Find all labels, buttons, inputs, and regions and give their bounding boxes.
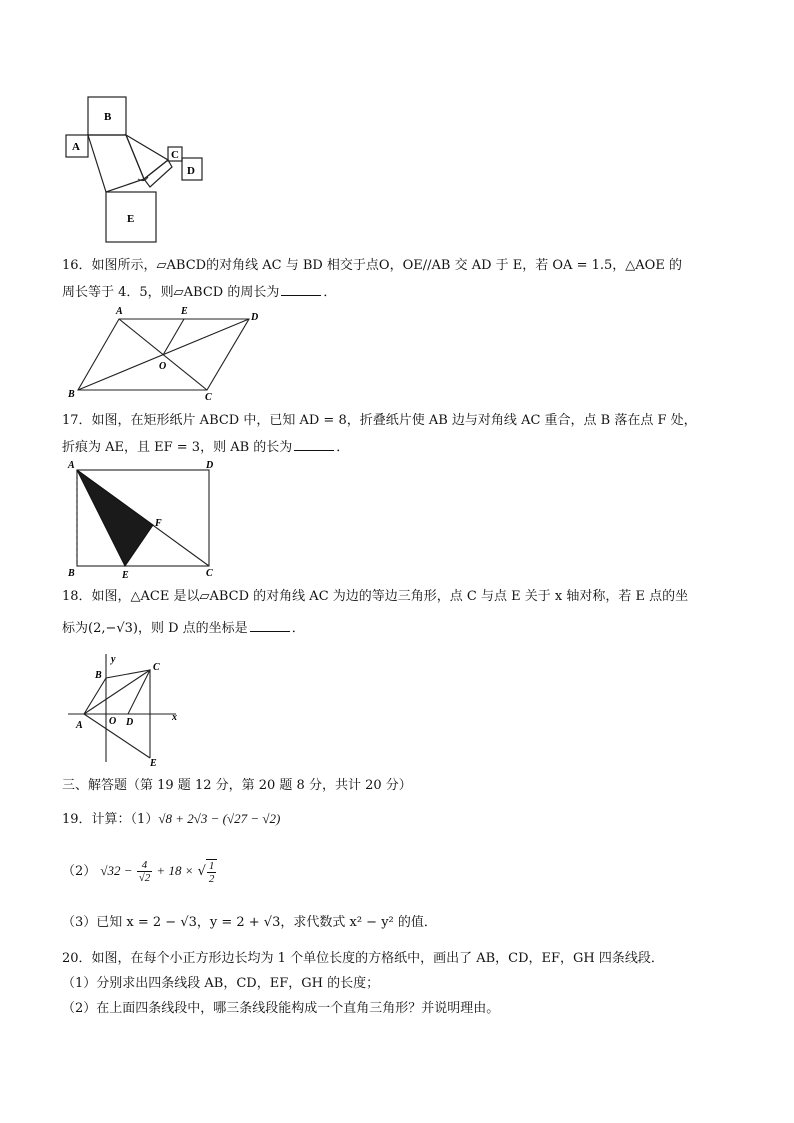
q17-label-f: F <box>155 518 162 529</box>
coordinate-figure <box>64 652 194 770</box>
q16-line2-suffix: ． <box>323 285 337 300</box>
label-a: A <box>72 141 80 153</box>
q16-label-c: C <box>205 392 212 403</box>
q17-answer-blank[interactable] <box>294 438 334 451</box>
q18-label-d: D <box>126 717 134 728</box>
q17-label-a: A <box>68 460 75 471</box>
folded-triangle <box>77 470 153 566</box>
rectangle-fold-figure <box>64 460 224 580</box>
label-e: E <box>127 213 135 225</box>
q19-part1 <box>62 810 280 829</box>
q17-label-d: D <box>206 460 214 471</box>
q16-label-b: B <box>68 389 75 400</box>
label-c: C <box>171 149 179 161</box>
q19-part2-expr-a: √32 − <box>100 863 133 878</box>
q19-sqrt-num: 1 <box>208 859 215 872</box>
q16-line1: 16．如图所示，▱ABCD的对角线 AC 与 BD 相交于点O，OE//AB 交 AD 于 E，若 OA = 1.5，△AOE 的 <box>62 258 682 273</box>
q18-answer-blank[interactable] <box>250 619 290 632</box>
q19-frac-den: √2 <box>138 872 151 884</box>
parallelogram-figure <box>64 305 274 403</box>
q19-part2-expr-b: + 18 × <box>156 863 194 878</box>
q18-label-b: B <box>95 670 102 681</box>
q18-label-c: C <box>153 662 160 673</box>
q18-label-y: y <box>111 654 116 665</box>
q19-part2-prefix: （2） <box>62 864 97 879</box>
q17-line2-suffix: ． <box>336 440 350 455</box>
q16-label-a: A <box>116 306 123 317</box>
square-mid <box>144 160 172 187</box>
q20-line3: （2）在上面四条线段中，哪三条线段能构成一个直角三角形？并说明理由。 <box>62 1001 500 1016</box>
q18-line2 <box>62 619 305 638</box>
q17-label-b: B <box>68 568 75 579</box>
q18-line1: 18．如图，△ACE 是以▱ABCD 的对角线 AC 为边的等边三角形，点 C 与点 E 关于 x 轴对称，若 E 点的坐 <box>62 589 689 604</box>
square-hyp <box>88 135 144 192</box>
q19-part3: （3）已知 x = 2 − √3，y = 2 + √3，求代数式 x² − y² 的值． <box>62 915 437 930</box>
q18-line2-suffix: ． <box>291 621 305 636</box>
q16-label-e: E <box>181 306 188 317</box>
q18-label-x: x <box>172 712 177 723</box>
q19-part2-fraction <box>137 859 153 884</box>
q19-part1-prefix: 19．计算：（1） <box>62 812 159 827</box>
q19-part1-expr: √8 + 2√3 − (√27 − √2) <box>158 811 281 826</box>
q16-answer-blank[interactable] <box>281 283 321 296</box>
q19-part2 <box>62 858 217 885</box>
squares-figure <box>60 92 210 252</box>
q17-line1: 17．如图，在矩形纸片 ABCD 中，已知 AD = 8，折叠纸片使 AB 边与对角线 AC 重合，点 B 落在点 F 处， <box>62 413 697 428</box>
section3-heading: 三、解答题（第 19 题 12 分，第 20 题 8 分，共计 20 分） <box>62 778 412 793</box>
q19-sqrt-sign: √ <box>197 864 206 879</box>
q19-frac-num: 4 <box>137 859 153 872</box>
q19-part2-sqrt-fraction <box>206 859 218 885</box>
q20-line1: 20．如图，在每个小正方形边长均为 1 个单位长度的方格纸中，画出了 AB，CD，EF，GH 四条线段． <box>62 951 664 966</box>
q18-line2-prefix: 标为(2,−√3)，则 D 点的坐标是 <box>62 621 248 636</box>
q17-line2-prefix: 折痕为 AE，且 EF = 3，则 AB 的长为 <box>62 440 293 455</box>
triangle-right <box>126 135 168 179</box>
q18-label-e: E <box>150 758 157 769</box>
q18-label-a: A <box>76 720 83 731</box>
q19-sqrt-den: 2 <box>208 872 215 885</box>
q16-label-o: O <box>159 361 167 372</box>
q17-label-c: C <box>206 568 213 579</box>
q16-line2 <box>62 283 336 302</box>
q17-label-e: E <box>122 570 129 581</box>
label-b: B <box>104 111 112 123</box>
q20-line2: （1）分别求出四条线段 AB，CD，EF，GH 的长度； <box>62 976 380 991</box>
q16-line2-prefix: 周长等于 4．5，则▱ABCD 的周长为 <box>62 285 280 300</box>
label-d: D <box>187 165 195 177</box>
q18-label-o: O <box>109 716 117 727</box>
q17-line2 <box>62 438 349 457</box>
q16-label-d: D <box>251 312 259 323</box>
